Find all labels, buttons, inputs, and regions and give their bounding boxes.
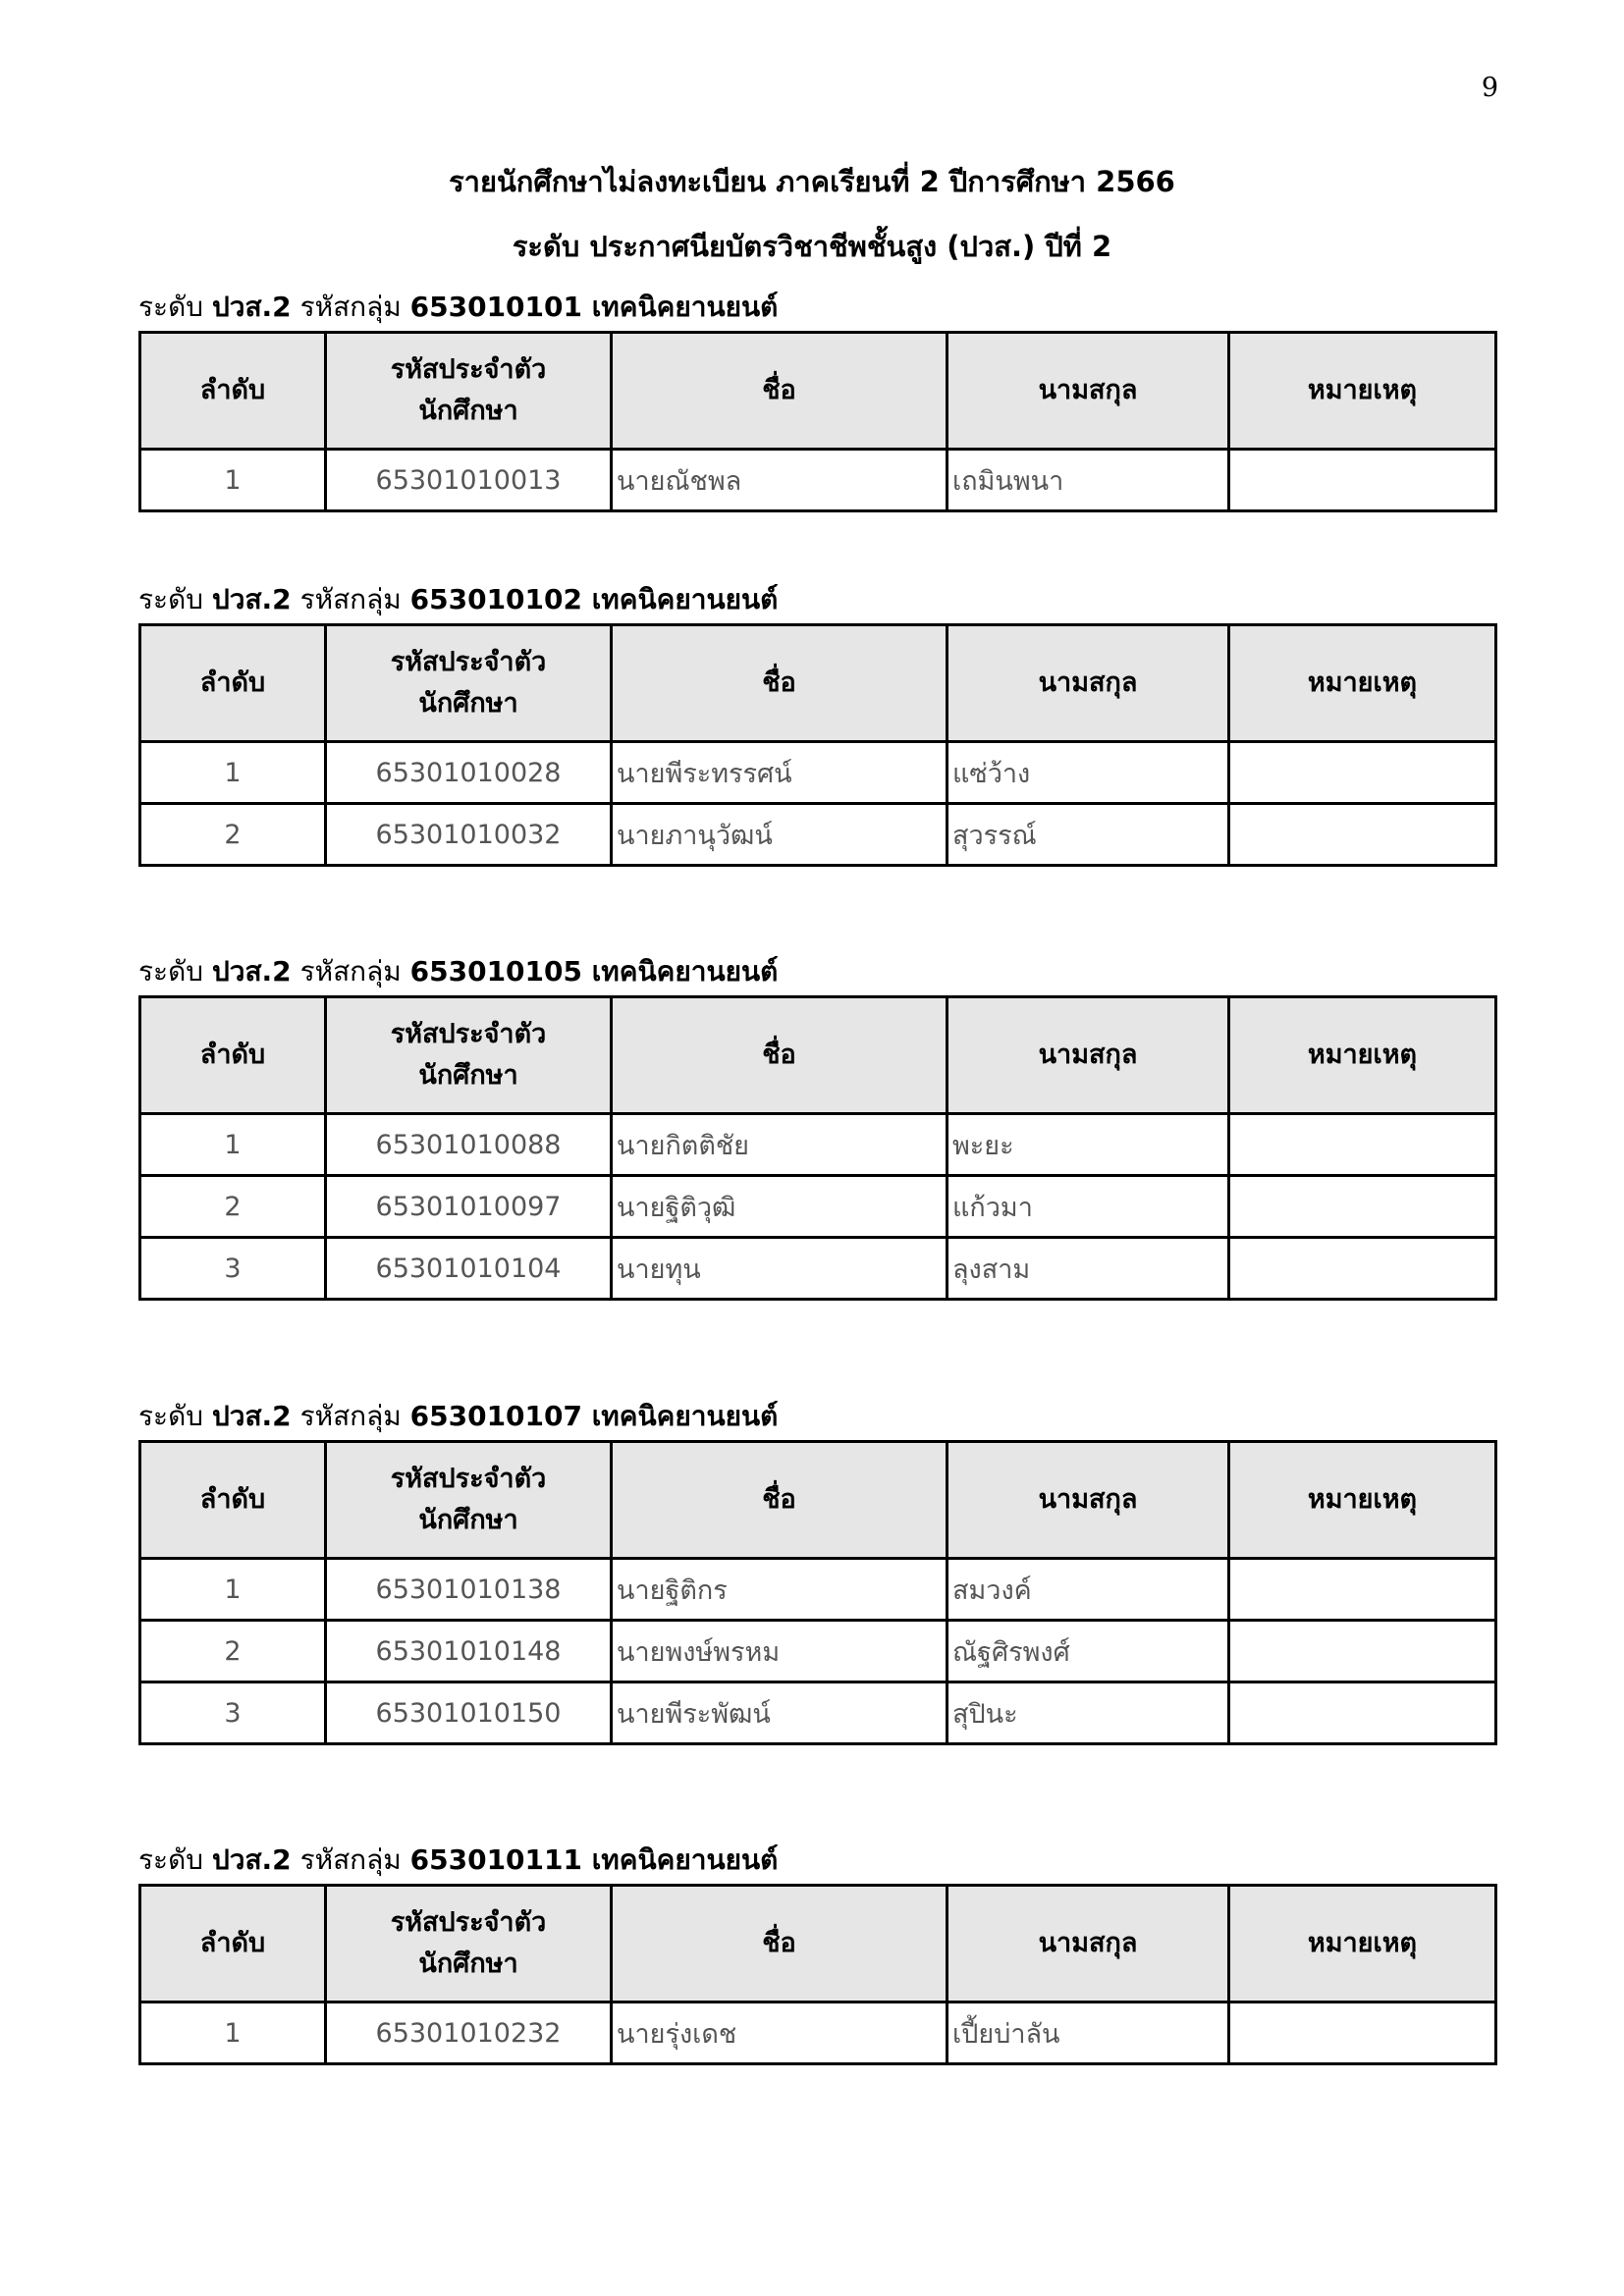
- cell-remark: [1229, 804, 1496, 866]
- heading-group-label: รหัสกลุ่ม: [299, 1400, 402, 1432]
- student-section: [138, 1837, 1494, 2065]
- header-remark-text: หมายเหตุ: [1307, 1928, 1418, 1959]
- header-student-id-text: นักศึกษา: [418, 396, 518, 426]
- cell-surname: เถมินพนา: [947, 450, 1229, 511]
- cell-surname: พะยะ: [947, 1114, 1229, 1176]
- table-header-row: [140, 1442, 1496, 1559]
- cell-student-id: 65301010150: [326, 1682, 612, 1744]
- table-header-row: [140, 625, 1496, 742]
- cell-name: นายพีระทรรศน์: [612, 742, 947, 804]
- table-row: [140, 1682, 1496, 1744]
- student-section: [138, 284, 1494, 512]
- header-student-id: [326, 333, 612, 450]
- header-no: [140, 997, 326, 1114]
- header-no: [140, 1442, 326, 1559]
- heading-group-label: รหัสกลุ่ม: [299, 583, 402, 615]
- header-surname: [947, 1442, 1229, 1559]
- header-no: [140, 333, 326, 450]
- cell-no: 1: [140, 1114, 326, 1176]
- table-header-row: [140, 1886, 1496, 2002]
- header-student-id: [326, 1886, 612, 2002]
- header-name: [612, 333, 947, 450]
- header-surname: [947, 625, 1229, 742]
- student-table: [138, 1440, 1497, 1745]
- section-heading: [138, 948, 1494, 995]
- cell-student-id: 65301010138: [326, 1559, 612, 1621]
- cell-surname: เปี้ยบ่าลัน: [947, 2002, 1229, 2064]
- cell-surname: แซ่ว้าง: [947, 742, 1229, 804]
- header-surname: [947, 997, 1229, 1114]
- heading-level: ปวส.2: [211, 1843, 292, 1876]
- heading-group-label: รหัสกลุ่ม: [299, 955, 402, 988]
- cell-remark: [1229, 742, 1496, 804]
- table-row: [140, 1176, 1496, 1238]
- header-name: [612, 997, 947, 1114]
- table-header-row: [140, 333, 1496, 450]
- section-heading: [138, 1837, 1494, 1884]
- student-table: [138, 623, 1497, 867]
- cell-surname: สุวรรณ์: [947, 804, 1229, 866]
- table-row: [140, 1114, 1496, 1176]
- heading-group-code: 653010102 เทคนิคยานยนต์: [409, 583, 779, 615]
- cell-student-id: 65301010088: [326, 1114, 612, 1176]
- header-remark-text: หมายเหตุ: [1307, 667, 1418, 699]
- header-no-text: ลำดับ: [199, 1484, 266, 1516]
- section-heading: [138, 284, 1494, 331]
- header-student-id-text: นักศึกษา: [418, 1505, 518, 1535]
- cell-student-id: 65301010028: [326, 742, 612, 804]
- document-title: รายนักศึกษาไม่ลงทะเบียน ภาคเรียนที่ 2 ปีการศึกษา 2566: [449, 165, 1175, 198]
- cell-remark: [1229, 1621, 1496, 1682]
- student-section: [138, 576, 1494, 867]
- cell-no: 3: [140, 1682, 326, 1744]
- cell-remark: [1229, 1559, 1496, 1621]
- cell-no: 2: [140, 804, 326, 866]
- cell-student-id: 65301010013: [326, 450, 612, 511]
- page-number: 9: [1481, 73, 1498, 103]
- header-remark-text: หมายเหตุ: [1307, 375, 1418, 406]
- header-name-text: ชื่อ: [762, 667, 796, 699]
- cell-no: 3: [140, 1238, 326, 1300]
- cell-no: 2: [140, 1621, 326, 1682]
- cell-name: นายทุน: [612, 1238, 947, 1300]
- header-surname-text: นามสกุล: [1038, 1040, 1138, 1071]
- header-no-text: ลำดับ: [199, 375, 266, 406]
- cell-no: 1: [140, 742, 326, 804]
- header-name-text: ชื่อ: [762, 1484, 796, 1516]
- cell-name: นายพงษ์พรหม: [612, 1621, 947, 1682]
- document-subtitle: ระดับ ประกาศนียบัตรวิชาชีพชั้นสูง (ปวส.) ปีที่ 2: [512, 230, 1112, 263]
- header-remark: [1229, 1886, 1496, 2002]
- heading-group-code: 653010105 เทคนิคยานยนต์: [409, 955, 779, 988]
- heading-prefix: ระดับ: [138, 291, 204, 323]
- cell-name: นายฐิติกร: [612, 1559, 947, 1621]
- header-student-id-text: นักศึกษา: [418, 688, 518, 719]
- header-no-text: ลำดับ: [199, 1040, 266, 1071]
- cell-surname: สุปินะ: [947, 1682, 1229, 1744]
- cell-student-id: 65301010232: [326, 2002, 612, 2064]
- section-heading: [138, 1393, 1494, 1440]
- header-student-id: [326, 1442, 612, 1559]
- heading-prefix: ระดับ: [138, 1843, 204, 1876]
- header-remark: [1229, 1442, 1496, 1559]
- header-no: [140, 1886, 326, 2002]
- cell-remark: [1229, 1114, 1496, 1176]
- cell-name: นายณัชพล: [612, 450, 947, 511]
- cell-name: นายภานุวัฒน์: [612, 804, 947, 866]
- header-student-id-text: รหัสประจำตัว: [390, 354, 547, 386]
- student-section: [138, 948, 1494, 1301]
- table-header-row: [140, 997, 1496, 1114]
- cell-no: 2: [140, 1176, 326, 1238]
- student-section: [138, 1393, 1494, 1745]
- cell-student-id: 65301010032: [326, 804, 612, 866]
- header-surname: [947, 333, 1229, 450]
- cell-surname: แก้วมา: [947, 1176, 1229, 1238]
- table-row: [140, 1559, 1496, 1621]
- header-student-id-text: รหัสประจำตัว: [390, 1907, 547, 1939]
- student-table: [138, 1884, 1497, 2065]
- cell-name: นายฐิติวุฒิ: [612, 1176, 947, 1238]
- cell-remark: [1229, 1176, 1496, 1238]
- header-student-id: [326, 625, 612, 742]
- header-surname: [947, 1886, 1229, 2002]
- header-surname-text: นามสกุล: [1038, 1484, 1138, 1516]
- heading-prefix: ระดับ: [138, 955, 204, 988]
- header-surname-text: นามสกุล: [1038, 1928, 1138, 1959]
- table-row: [140, 742, 1496, 804]
- heading-prefix: ระดับ: [138, 583, 204, 615]
- header-student-id-text: นักศึกษา: [418, 1949, 518, 1979]
- table-row: [140, 804, 1496, 866]
- header-no-text: ลำดับ: [199, 1928, 266, 1959]
- header-remark-text: หมายเหตุ: [1307, 1484, 1418, 1516]
- header-name-text: ชื่อ: [762, 1928, 796, 1959]
- table-row: [140, 450, 1496, 511]
- table-row: [140, 1621, 1496, 1682]
- header-remark: [1229, 625, 1496, 742]
- table-row: [140, 1238, 1496, 1300]
- cell-no: 1: [140, 1559, 326, 1621]
- cell-remark: [1229, 1682, 1496, 1744]
- cell-student-id: 65301010097: [326, 1176, 612, 1238]
- header-student-id-text: รหัสประจำตัว: [390, 1019, 547, 1050]
- cell-no: 1: [140, 2002, 326, 2064]
- cell-surname: สมวงค์: [947, 1559, 1229, 1621]
- cell-remark: [1229, 1238, 1496, 1300]
- header-remark-text: หมายเหตุ: [1307, 1040, 1418, 1071]
- heading-level: ปวส.2: [211, 955, 292, 988]
- header-remark: [1229, 997, 1496, 1114]
- cell-remark: [1229, 450, 1496, 511]
- header-student-id-text: นักศึกษา: [418, 1060, 518, 1091]
- header-student-id-text: รหัสประจำตัว: [390, 1464, 547, 1495]
- header-name-text: ชื่อ: [762, 1040, 796, 1071]
- header-name: [612, 625, 947, 742]
- cell-no: 1: [140, 450, 326, 511]
- cell-surname: ณัฐศิรพงศ์: [947, 1621, 1229, 1682]
- cell-name: นายพีระพัฒน์: [612, 1682, 947, 1744]
- student-table: [138, 331, 1497, 512]
- cell-surname: ลุงสาม: [947, 1238, 1229, 1300]
- heading-group-code: 653010101 เทคนิคยานยนต์: [409, 291, 779, 323]
- cell-student-id: 65301010148: [326, 1621, 612, 1682]
- heading-group-label: รหัสกลุ่ม: [299, 1843, 402, 1876]
- header-name-text: ชื่อ: [762, 375, 796, 406]
- header-no-text: ลำดับ: [199, 667, 266, 699]
- heading-prefix: ระดับ: [138, 1400, 204, 1432]
- section-heading: [138, 576, 1494, 623]
- heading-level: ปวส.2: [211, 583, 292, 615]
- table-row: [140, 2002, 1496, 2064]
- cell-name: นายรุ่งเดช: [612, 2002, 947, 2064]
- header-remark: [1229, 333, 1496, 450]
- header-student-id-text: รหัสประจำตัว: [390, 647, 547, 678]
- student-table: [138, 995, 1497, 1301]
- heading-level: ปวส.2: [211, 1400, 292, 1432]
- heading-group-code: 653010111 เทคนิคยานยนต์: [409, 1843, 779, 1876]
- header-surname-text: นามสกุล: [1038, 375, 1138, 406]
- heading-group-code: 653010107 เทคนิคยานยนต์: [409, 1400, 779, 1432]
- heading-group-label: รหัสกลุ่ม: [299, 291, 402, 323]
- header-surname-text: นามสกุล: [1038, 667, 1138, 699]
- heading-level: ปวส.2: [211, 291, 292, 323]
- header-name: [612, 1886, 947, 2002]
- cell-remark: [1229, 2002, 1496, 2064]
- cell-name: นายกิตติชัย: [612, 1114, 947, 1176]
- cell-student-id: 65301010104: [326, 1238, 612, 1300]
- header-student-id: [326, 997, 612, 1114]
- header-no: [140, 625, 326, 742]
- header-name: [612, 1442, 947, 1559]
